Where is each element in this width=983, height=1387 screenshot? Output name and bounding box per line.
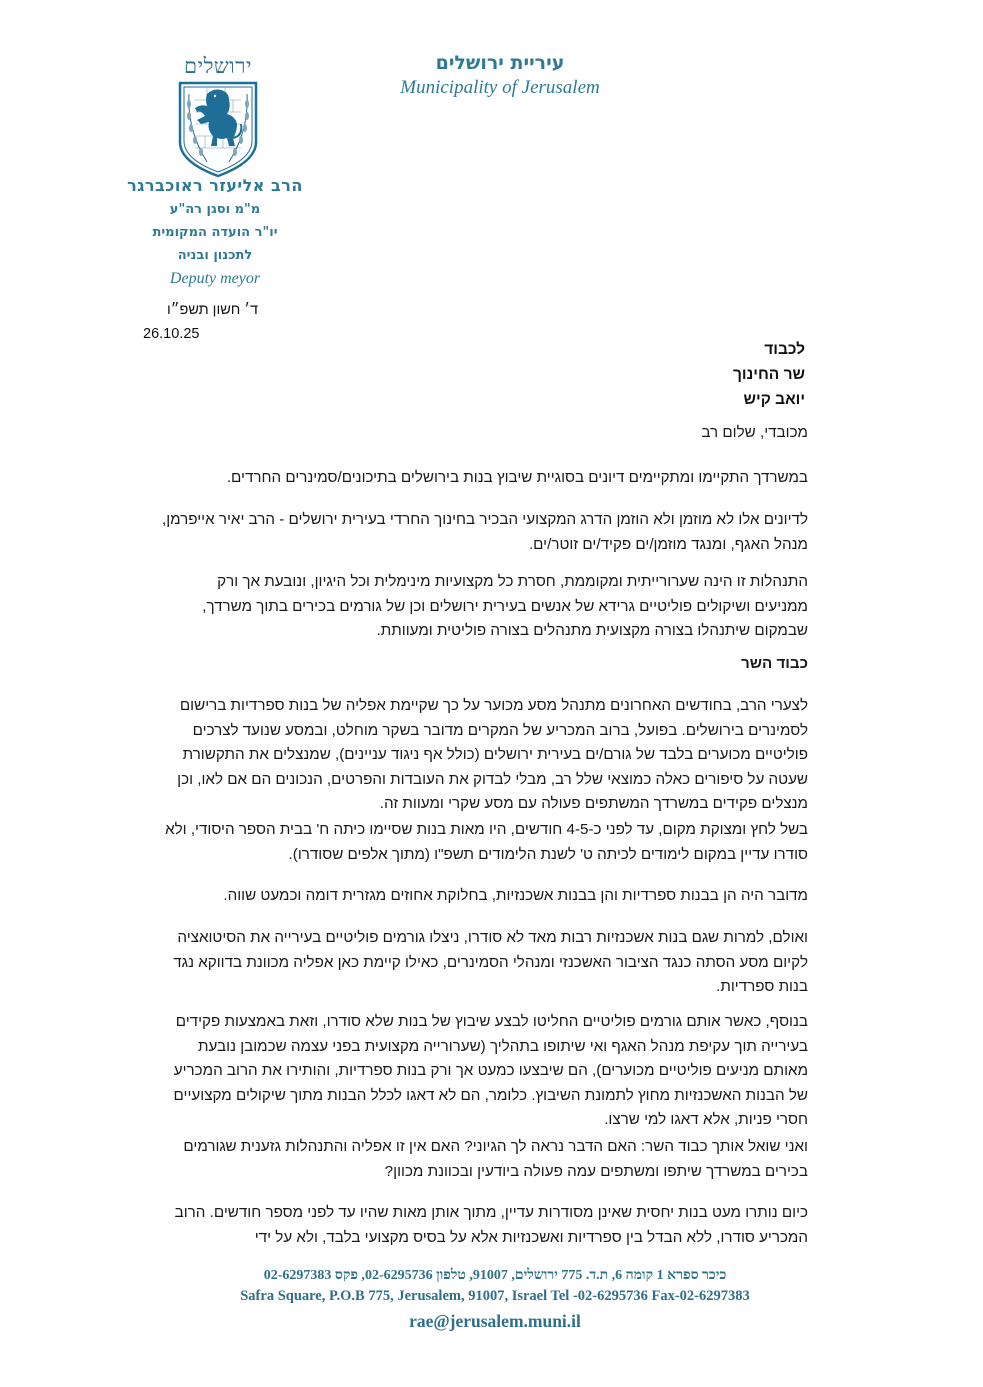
addressee-line: שר החינוך	[732, 366, 805, 383]
sender-title-english: Deputy meyor	[169, 270, 261, 287]
date-numeric: 26.10.25	[143, 326, 200, 342]
municipality-header	[380, 50, 620, 100]
emblem-title: ירושלים	[184, 54, 252, 78]
paragraph: מדובר היה הן בבנות ספרדיות והן בבנות אשכנזיות, בחלוקת אחוזים מגזרית דומה וכמעט שווה.	[223, 887, 808, 904]
addressee-block	[733, 337, 805, 412]
paragraph: בנוסף, כאשר אותם גורמים פוליטיים החליטו לבצע שיבוץ של בנות שלא סודרו, וזאת באמצעות פקידים בעירייה תוך עקיפת מנהל האגף ואי שיתופו בתהליך (שערורייה מקצועית בפני עצמה שכמובן נובעת מאותם מניעים פוליטיים מכוערים), הם שיבצעו כמעט אך ורק בנות ספרדיות, והותירו את הרוב המכריע של הבנות האשכנזיות מחוץ לתמונת השיבוץ. כלומר, הם לא דאגו לכלל הבנות מתוך שיקולים מקצועיים חסרי פניות, אלא דאגו למי שרצו.	[173, 1013, 808, 1128]
municipality-name-hebrew: עיריית ירושלים	[435, 52, 565, 74]
footer-address-english: Safra Square, P.O.B 775, Jerusalem, 91007, Israel Tel -02-6295736 Fax-02-6297383	[240, 1288, 750, 1304]
city-emblem	[168, 54, 268, 178]
sender-title-line: יו"ר הועדה המקומית	[152, 225, 278, 240]
sender-title-line: לתכנון ובניה	[177, 248, 253, 263]
municipality-name-english: Municipality of Jerusalem	[400, 77, 600, 98]
paragraph: ואני שואל אותך כבוד השר: האם הדבר נראה לך הגיוני? האם אין זו אפליה והתנהלות גזענית שגורמים בכירים במשרדך שיתפו ומשתפים עמה פעולה ביודעין ובכוונת מכוון?	[183, 1138, 808, 1180]
section-heading: כבוד השר	[740, 655, 808, 672]
letter-footer	[180, 1266, 810, 1334]
footer-address-hebrew: כיכר ספרא 1 קומה 6, ת.ד. 775 ירושלים, 91007, טלפון 02-6295736, פקס 02-6297383	[263, 1268, 727, 1283]
footer-email: rae@jerusalem.muni.il	[409, 1311, 581, 1331]
addressee-line: יואב קיש	[743, 391, 805, 408]
paragraph: לדיונים אלו לא מוזמן ולא הוזמן הדרג המקצועי הבכיר בחינוך החרדי בעירית ירושלים - הרב יאיר אייפרמן, מנהל האגף, ומנגד מוזמן/ים פקיד/ים זוטר/ים.	[162, 511, 808, 553]
sender-block	[110, 174, 320, 291]
sender-title-line: מ"מ וסגן רה"ע	[169, 202, 261, 217]
addressee-line: לכבוד	[764, 341, 805, 358]
paragraph: ואולם, למרות שגם בנות אשכנזיות רבות מאד לא סודרו, ניצלו גורמים פוליטיים בעירייה את הסיטואציה לקיום מסע הסתה כנגד הציבור האשכנזי ומנהלי הסמינרים, כאילו קיימת כאן אפליה מכוונת בדווקא נגד בנות ספרדיות.	[173, 929, 808, 995]
paragraph: לצערי הרב, בחודשים האחרונים מתנהל מסע מכוער על כך שקיימת אפליה של בנות ספרדיות ברישום לסמינרים בירושלים. בפועל, ברוב המכריע של המקרים מדובר בשקר מוחלט, ובמסע שנועד לצרכים פוליטיים מכוערים בלבד של גורם/ים בעירית ירושלים (כולל אף ניגוד עניינים), שמנצלים את התקשורת שעטה על סיפורים כאלה כמוצאי שלל רב, מבלי לבדוק את העובדות והפרטים, הנכונים הם אם לאו, וכן מנצלים פקידים במשרדך המשתפים פעולה עם מסע שקרי ומעוות זה.	[177, 697, 808, 812]
letter-date	[143, 298, 258, 346]
paragraph: במשרדך התקיימו ומתקיימים דיונים בסוגיית שיבוץ בנות בירושלים בתיכונים/סמינרים החרדים.	[226, 469, 808, 486]
sender-name: הרב אליעזר ראוכברגר	[127, 176, 303, 195]
paragraph: התנהלות זו הינה שערורייתית ומקוממת, חסרת כל מקצועיות מינימלית וכל היגיון, ונובעת אך ורק ממניעים ושיקולים פוליטיים גרידא של אנשים בעירית ירושלים וכן של גורמים בכירים בתוך משרדך, שבמקום שיתנהלו בצורה מקצועית מתנהלים בצורה פוליטית ומעוותת.	[202, 573, 808, 639]
date-hebrew: ד׳ חשון תשפ״ו	[166, 302, 258, 318]
greeting: מכובדי, שלום רב	[701, 424, 808, 441]
paragraph: כיום נותרו מעט בנות יחסית שאינן מסודרות עדיין, מתוך אותן מאות שהיו עד לפני מספר חודשים. הרוב המכריע סודרו, ללא הבדל בין ספרדיות ואשכנזיות אלא על בסיס מקצועי בלבד, ולא על ידי	[174, 1204, 808, 1246]
jerusalem-lion-shield-icon	[177, 80, 259, 178]
paragraph: בשל לחץ ומצוקת מקום, עד לפני כ-4-5 חודשים, היו מאות בנות שסיימו כיתה ח' בבית הספר היסודי, ולא סודרו עדיין במקום לימודים לכיתה ט' לשנת הלימודים תשפ"ו (מתוך אלפים שסודרו).	[165, 821, 808, 863]
